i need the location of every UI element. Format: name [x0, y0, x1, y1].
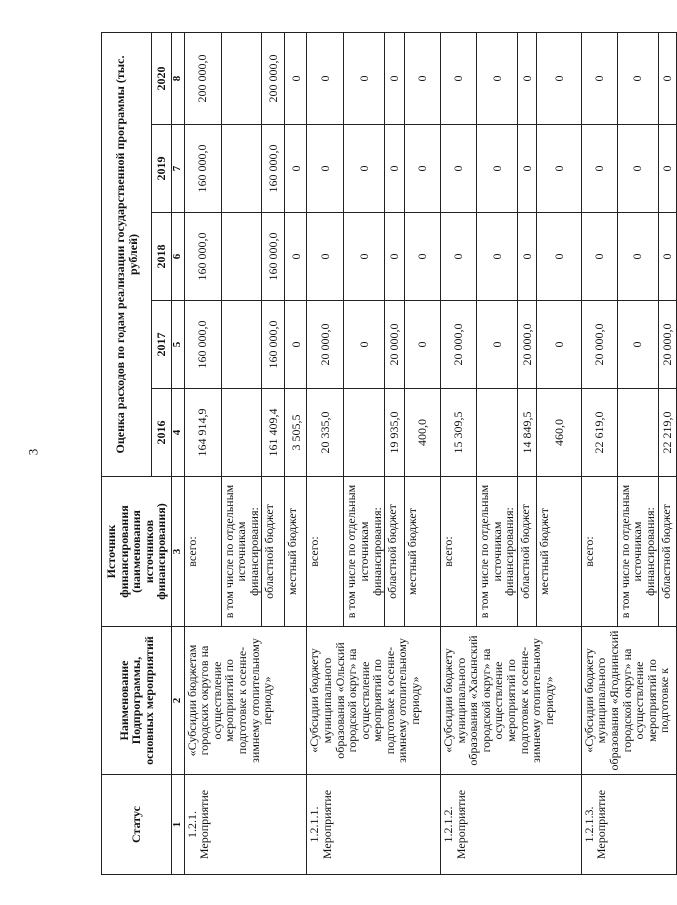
value-cell: 0 — [581, 213, 617, 301]
value-cell: 0 — [344, 301, 385, 389]
header-status: Статус — [102, 775, 172, 875]
value-cell: 0 — [405, 213, 441, 301]
value-cell — [617, 389, 658, 477]
name-cell: «Субсидии бюджету муниципального образования «Ольский городской округ» на осуществление мероприятий по подготовке к осенне-зимнему отопительному периоду» — [307, 627, 441, 775]
value-cell: 19 935,0 — [385, 389, 405, 477]
name-cell: «Субсидии бюджету муниципального образования «Хасынский городской округ» на осуществление мероприятий по подготовке к осенне-зимнему отопительному периоду» — [441, 627, 582, 775]
value-cell: 160 000,0 — [262, 301, 285, 389]
value-cell: 0 — [617, 32, 658, 124]
value-cell: 0 — [285, 301, 307, 389]
status-cell: 1.2.1. Мероприятие — [184, 775, 307, 875]
value-cell: 0 — [441, 125, 477, 213]
value-cell: 0 — [344, 32, 385, 124]
value-cell: 161 409,4 — [262, 389, 285, 477]
value-cell: 0 — [477, 301, 518, 389]
value-cell: 0 — [285, 213, 307, 301]
value-cell: 0 — [581, 125, 617, 213]
value-cell: 20 000,0 — [581, 301, 617, 389]
header-year: 2017 — [152, 301, 172, 389]
value-cell: 0 — [285, 125, 307, 213]
value-cell: 0 — [385, 213, 405, 301]
value-cell — [221, 32, 262, 124]
value-cell: 20 000,0 — [385, 301, 405, 389]
column-number: 7 — [172, 125, 185, 213]
value-cell — [221, 389, 262, 477]
value-cell: 0 — [658, 213, 676, 301]
value-cell: 0 — [617, 301, 658, 389]
value-cell: 0 — [536, 301, 581, 389]
value-cell: 0 — [344, 213, 385, 301]
value-cell: 160 000,0 — [184, 213, 221, 301]
header-year: 2019 — [152, 125, 172, 213]
value-cell: 0 — [536, 125, 581, 213]
source-cell: областной бюджет — [658, 477, 676, 627]
source-cell: местный бюджет — [405, 477, 441, 627]
value-cell — [477, 389, 518, 477]
value-cell: 0 — [441, 32, 477, 124]
value-cell: 0 — [405, 125, 441, 213]
value-cell: 0 — [307, 32, 344, 124]
value-cell: 22 219,0 — [658, 389, 676, 477]
value-cell: 0 — [307, 125, 344, 213]
value-cell: 400,0 — [405, 389, 441, 477]
source-cell: в том числе по отдельным источникам финансирования: — [617, 477, 658, 627]
value-cell: 3 505,5 — [285, 389, 307, 477]
rotated-table-container — [101, 33, 674, 875]
value-cell: 0 — [307, 213, 344, 301]
value-cell: 0 — [517, 125, 536, 213]
column-number: 5 — [172, 301, 185, 389]
value-cell: 160 000,0 — [184, 125, 221, 213]
value-cell: 0 — [285, 32, 307, 124]
value-cell: 20 335,0 — [307, 389, 344, 477]
value-cell: 0 — [517, 32, 536, 124]
header-estimate: Оценка расходов по годам реализации государственной программы (тыс. рублей) — [102, 32, 152, 476]
value-cell: 200 000,0 — [262, 32, 285, 124]
header-year: 2018 — [152, 213, 172, 301]
value-cell: 0 — [405, 301, 441, 389]
status-cell: 1.2.1.2. Мероприятие — [441, 775, 582, 875]
value-cell: 0 — [385, 125, 405, 213]
header-year: 2020 — [152, 32, 172, 124]
value-cell: 0 — [617, 213, 658, 301]
source-cell: областной бюджет — [262, 477, 285, 627]
value-cell — [344, 389, 385, 477]
source-cell: местный бюджет — [536, 477, 581, 627]
value-cell: 0 — [477, 125, 518, 213]
header-name: Наименование Подпрограммы, основных мероприятий — [102, 627, 172, 775]
value-cell: 0 — [581, 32, 617, 124]
source-cell: в том числе по отдельным источникам финансирования: — [344, 477, 385, 627]
budget-table — [101, 32, 677, 875]
value-cell: 20 000,0 — [517, 301, 536, 389]
value-cell: 15 309,5 — [441, 389, 477, 477]
value-cell: 14 849,5 — [517, 389, 536, 477]
column-number: 6 — [172, 213, 185, 301]
column-number: 3 — [172, 477, 185, 627]
value-cell: 0 — [658, 32, 676, 124]
status-cell: 1.2.1.1. Мероприятие — [307, 775, 441, 875]
value-cell: 20 000,0 — [307, 301, 344, 389]
value-cell: 200 000,0 — [184, 32, 221, 124]
value-cell: 164 914,9 — [184, 389, 221, 477]
column-number: 8 — [172, 32, 185, 124]
source-cell: областной бюджет — [517, 477, 536, 627]
value-cell: 160 000,0 — [262, 125, 285, 213]
value-cell: 0 — [385, 32, 405, 124]
value-cell: 0 — [477, 213, 518, 301]
column-number: 2 — [172, 627, 185, 775]
value-cell — [221, 301, 262, 389]
source-cell: в том числе по отдельным источникам финансирования: — [221, 477, 262, 627]
value-cell: 0 — [441, 213, 477, 301]
value-cell: 0 — [536, 213, 581, 301]
value-cell: 0 — [536, 32, 581, 124]
header-year: 2016 — [152, 389, 172, 477]
value-cell: 0 — [344, 125, 385, 213]
source-cell: местный бюджет — [285, 477, 307, 627]
value-cell: 0 — [617, 125, 658, 213]
value-cell: 20 000,0 — [441, 301, 477, 389]
value-cell — [221, 213, 262, 301]
source-cell: всего: — [184, 477, 221, 627]
source-cell: всего: — [307, 477, 344, 627]
name-cell: «Субсидии бюджетам городских округов на осуществление мероприятий по подготовке к осенне-зимнему отопительному периоду» — [184, 627, 307, 775]
value-cell: 22 619,0 — [581, 389, 617, 477]
page-number: 3 — [25, 448, 41, 456]
header-source: Источник финансирования (наименования источников финансирования) — [102, 477, 172, 627]
value-cell: 460,0 — [536, 389, 581, 477]
column-number: 4 — [172, 389, 185, 477]
value-cell: 0 — [477, 32, 518, 124]
value-cell: 160 000,0 — [184, 301, 221, 389]
value-cell: 160 000,0 — [262, 213, 285, 301]
value-cell: 20 000,0 — [658, 301, 676, 389]
source-cell: всего: — [441, 477, 477, 627]
value-cell: 0 — [517, 213, 536, 301]
source-cell: областной бюджет — [385, 477, 405, 627]
status-cell: 1.2.1.3. Мероприятие — [581, 775, 676, 875]
value-cell: 0 — [658, 125, 676, 213]
name-cell: «Субсидии бюджету муниципального образования «Ягоднинский городской округ» на осуществление мероприятий по подготовке к — [581, 627, 676, 775]
source-cell: в том числе по отдельным источникам финансирования: — [477, 477, 518, 627]
value-cell — [221, 125, 262, 213]
source-cell: всего: — [581, 477, 617, 627]
value-cell: 0 — [405, 32, 441, 124]
column-number: 1 — [172, 775, 185, 875]
